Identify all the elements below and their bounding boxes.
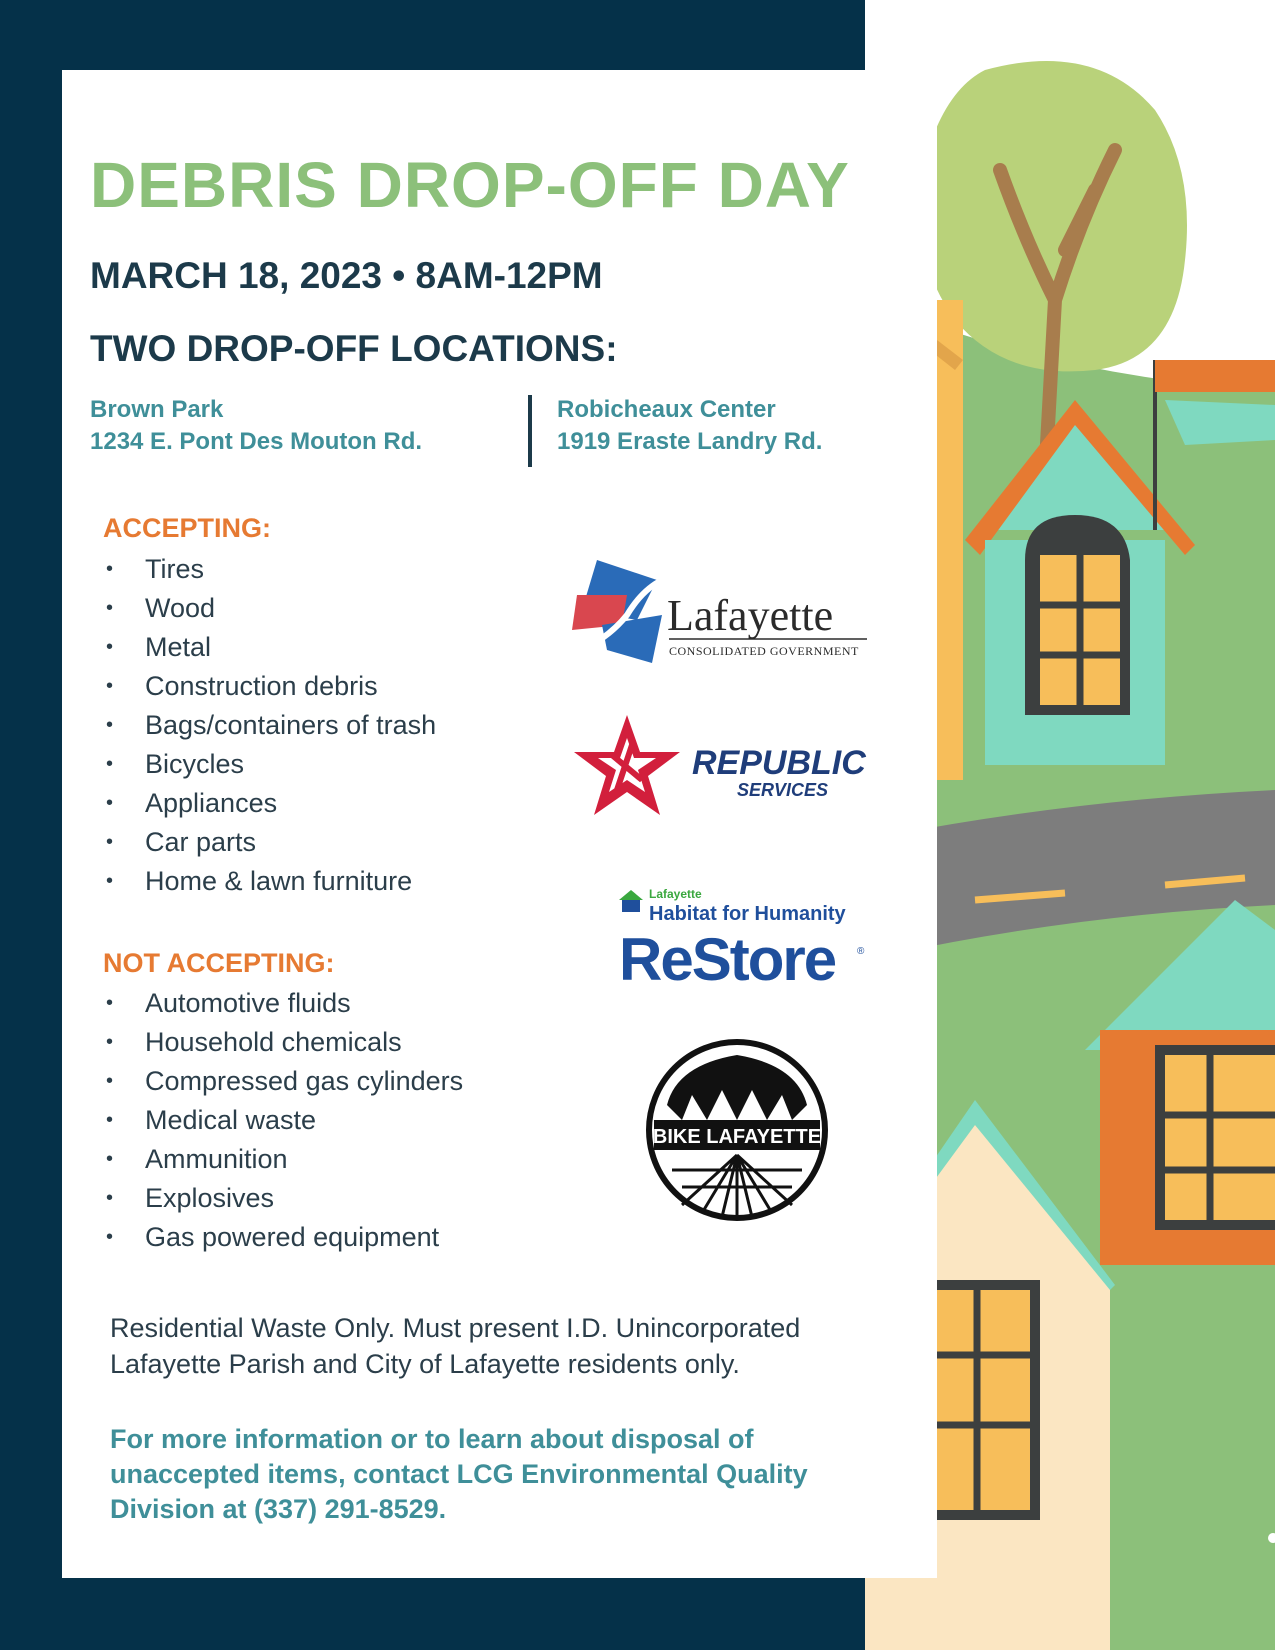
- location-address: 1234 E. Pont Des Mouton Rd.: [90, 428, 423, 455]
- logo-name: BIKE LAFAYETTE: [652, 1126, 822, 1148]
- list-item: • Household chemicals: [103, 1023, 463, 1062]
- bullet-icon: •: [106, 1109, 114, 1131]
- logo-subtitle: SERVICES: [737, 780, 829, 800]
- house-icon: [619, 890, 643, 900]
- logo-top-text: Lafayette: [649, 887, 702, 901]
- registered-mark: ®: [857, 946, 865, 957]
- logo-name: Lafayette: [667, 591, 834, 640]
- bullet-icon: •: [106, 792, 114, 814]
- list-item: • Compressed gas cylinders: [103, 1062, 463, 1101]
- logo-name: ReStore: [619, 926, 836, 993]
- residency-note: Residential Waste Only. Must present I.D. Unincorporated Lafayette Parish and City of Lafayette residents only.: [110, 1313, 801, 1379]
- bullet-icon: •: [106, 714, 114, 736]
- bullet-icon: •: [106, 675, 114, 697]
- accepting-heading: ACCEPTING:: [103, 513, 271, 543]
- location-address: 1919 Eraste Landry Rd.: [557, 428, 823, 455]
- location-brown-park: [90, 394, 422, 458]
- list-item: • Automotive fluids: [103, 984, 463, 1023]
- list-item: • Explosives: [103, 1179, 463, 1218]
- bullet-icon: •: [106, 1070, 114, 1092]
- location-name: Robicheaux Center: [557, 396, 776, 423]
- bullet-icon: •: [106, 992, 114, 1014]
- accepting-list: [103, 550, 436, 901]
- list-item: • Ammunition: [103, 1140, 463, 1179]
- bullet-icon: •: [106, 1187, 114, 1209]
- list-item: • Metal: [103, 628, 436, 667]
- habitat-restore-logo: [617, 880, 887, 1000]
- list-item: • Medical waste: [103, 1101, 463, 1140]
- list-item: • Appliances: [103, 784, 436, 823]
- logo-middle-text: Habitat for Humanity: [649, 903, 846, 925]
- location-robicheaux-center: [557, 394, 822, 458]
- bullet-icon: •: [106, 597, 114, 619]
- list-item: • Gas powered equipment: [103, 1218, 463, 1257]
- list-item: • Bags/containers of trash: [103, 706, 436, 745]
- logo-subtitle: CONSOLIDATED GOVERNMENT: [669, 644, 859, 658]
- contact-info: For more information or to learn about disposal of unaccepted items, contact LCG Environmental Quality Division at (337) 291-8529.: [110, 1424, 808, 1524]
- bullet-icon: •: [106, 870, 114, 892]
- location-name: Brown Park: [90, 396, 224, 423]
- bullet-icon: •: [106, 831, 114, 853]
- list-item: • Construction debris: [103, 667, 436, 706]
- bullet-icon: •: [106, 1148, 114, 1170]
- bullet-icon: •: [106, 753, 114, 775]
- list-item: • Tires: [103, 550, 436, 589]
- flyer-card: [62, 70, 937, 1578]
- list-item: • Car parts: [103, 823, 436, 862]
- list-item: • Bicycles: [103, 745, 436, 784]
- bullet-icon: •: [106, 558, 114, 580]
- locations-heading: TWO DROP-OFF LOCATIONS:: [90, 328, 618, 369]
- lafayette-consolidated-government-logo: [567, 555, 887, 675]
- bullet-icon: •: [106, 1031, 114, 1053]
- bullet-icon: •: [106, 1226, 114, 1248]
- list-item: • Home & lawn furniture: [103, 862, 436, 901]
- location-divider: [528, 395, 532, 467]
- not-accepting-list: [103, 984, 463, 1257]
- bike-lafayette-logo: [642, 1035, 832, 1225]
- list-item: • Wood: [103, 589, 436, 628]
- flyer-title: DEBRIS DROP-OFF DAY: [90, 149, 850, 221]
- bullet-icon: •: [106, 636, 114, 658]
- not-accepting-heading: NOT ACCEPTING:: [103, 948, 335, 978]
- event-date-time: MARCH 18, 2023 • 8AM-12PM: [90, 255, 603, 296]
- logo-name: REPUBLIC: [692, 744, 866, 782]
- republic-services-logo: [572, 710, 902, 830]
